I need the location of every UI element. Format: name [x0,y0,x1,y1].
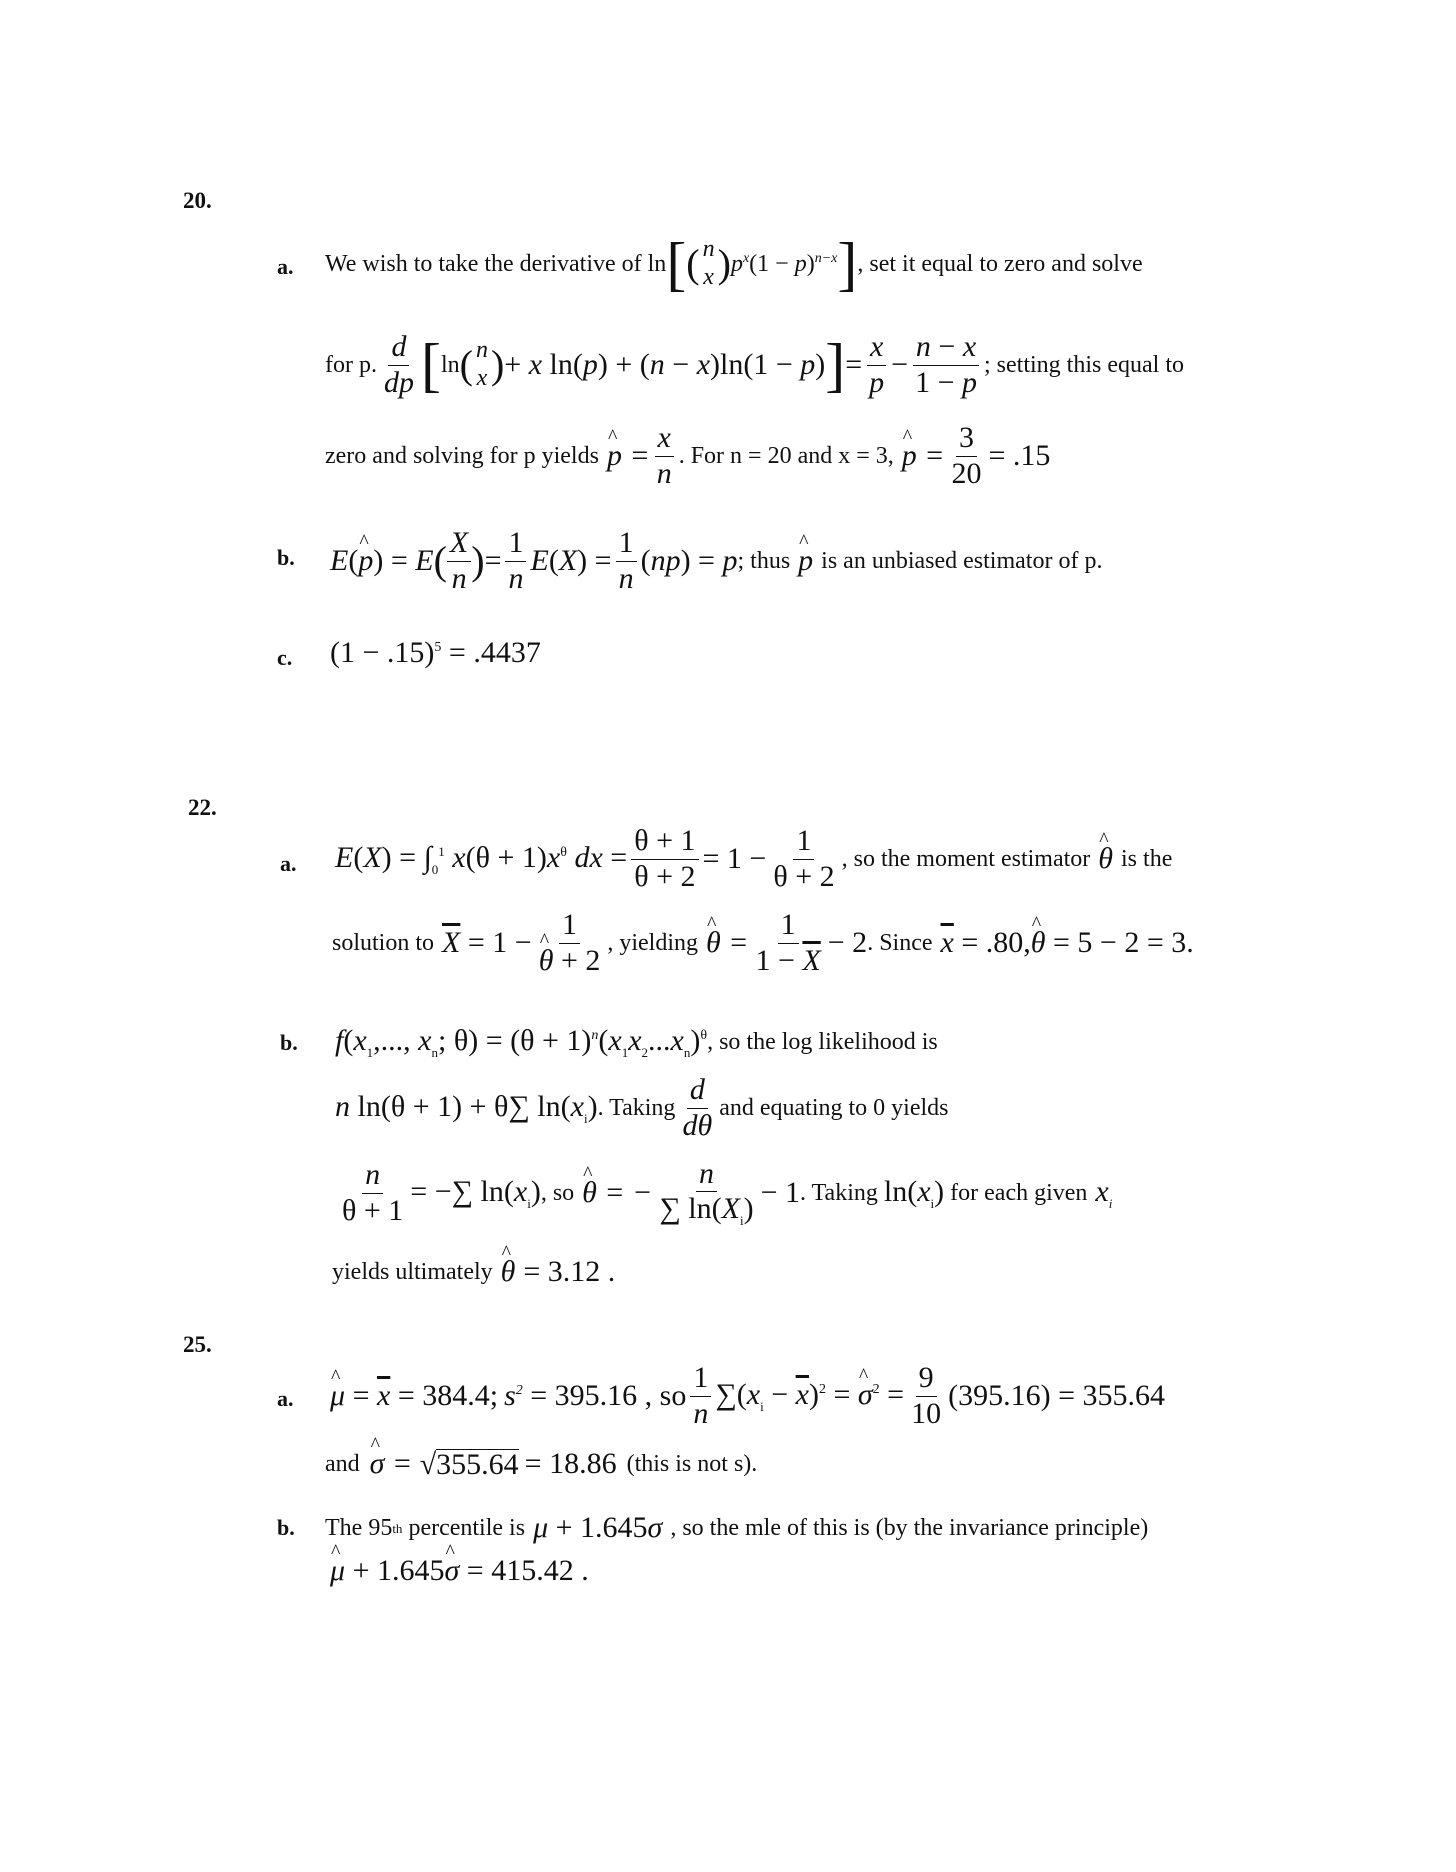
part-label-22a: a. [280,851,297,876]
part-label-25a: a. [277,1386,294,1411]
text-20a-intro: We wish to take the derivative of [325,251,642,277]
equation-22b-line1: $f(x_1$,..., $x_n$; $\theta) = (\theta + 1)^n(x_1x_2...x_n)^\theta$ , so the log likelihood is [335,1023,938,1060]
text-25b-mid: percentile is [408,1515,526,1541]
text-22b-yields: yields ultimately [332,1259,493,1285]
equation-25a-line2: and ^ σ = √ 355.64 = 18.86 (this is not s). [325,1442,757,1486]
text-20b-thus: ; thus [737,548,791,574]
text-22a-yielding: , yielding [607,930,699,956]
text-22b-for-each: for each given [950,1180,1088,1206]
equation-22b-line3: $\frac{n}{\theta + 1}$ = −∑ $\ln(x_i)$ , so ^ θ = − $\frac{n}{\sum \ln(X_i)}$ − 1 . Taking $\ln(x_i)$ for each given $x_i$ [335,1152,1112,1234]
equation-25b-line1: The 95 th percentile is μ + 1.645σ , so the mle of this is (by the invariance principle) [325,1511,1149,1544]
text-20a-for-p: for p. [325,352,377,378]
problem-number-20: 20. [183,188,212,213]
text-20a-intro-tail: , set it equal to zero and solve [857,251,1143,277]
equation-20a-line3: zero and solving for p yields ^ p = $\frac{x}{n}$ . For n = 20 and x = 3, ^ p = $\frac{3}{20}$ = .15 [325,418,1050,494]
text-25a-line1-b: = 395.16 , so [530,1379,687,1412]
text-22b-taking2: . Taking [800,1180,878,1206]
equation-20a-line2: for p. $\frac{d}{dp}$ [ ln ( n x ) + x ln(p) + (n − x)ln(1 − p) ] = $\frac{x}{p}$ − $\frac{n - x}{1 - p}$ ; setting this equal to [325,330,1184,399]
text-25a-sqrt-val: 355.64 [436,1447,519,1481]
text-22b-log-likelihood: , so the log likelihood is [707,1029,938,1055]
text-22a-solution-to: solution to [332,930,435,956]
equation-22a-line1: $E(X) = \int_0^1$ $x(\theta + 1)x^\theta$ dx = $\frac{\theta + 1}{\theta + 2}$ = 1 − $\frac{1}{\theta + 2}$ , so the moment estimator ^ θ is the [335,818,1172,900]
text-25b-post: , so the mle of this is (by the invariance principle) [670,1515,1149,1541]
text-22a-since: . Since [867,930,933,956]
equation-20b: E(^ p) = E ( $\frac{X}{n}$ ) = $\frac{1}{n}$ E(X) = $\frac{1}{n}$ (np) = p ; thus ^ p is an unbiased estimator of p. [330,525,1102,597]
equation-22b-line2: n ln(θ + 1) + θ∑ $\ln(x_i)$ . Taking $\frac{d}{d\theta}$ and equating to 0 yields [335,1073,949,1142]
text-25b-result: = 415.42 . [466,1554,589,1587]
problem-number-25: 25. [183,1332,212,1357]
equation-25a-line1: ^ $\mu = \overline{x}$ = 384.4; $s^2$ = 395.16 , so $\frac{1}{n}$ $\sum(x_i - \overline{x})^2$ = ^ $\sigma^2$ = $\frac{9}{10}$ (395.16) = 355.64 [330,1355,1165,1437]
part-label-20a: a. [277,254,294,279]
part-label-22b: b. [280,1030,298,1055]
problem-number-22: 22. [188,795,217,820]
equation-22a-line2: solution to $\overline{X} = 1$ − 1 ^ θ + 2 , yielding ^ θ = $\frac{1}{1 - \overline{X}}$ − 2 . Since $\overline{x}$ = .80, ^ θ = 5 − 2 = 3. [332,902,1194,984]
equation-25b-line2: ^ μ + 1.645^ σ = 415.42 . [330,1556,589,1586]
part-label-20c: c. [277,645,293,670]
text-25b-sup: th [392,1520,403,1536]
part-label-25b: b. [277,1515,295,1540]
text-22b-so: , so [540,1180,575,1206]
text-22b-taking: . Taking [597,1095,676,1121]
text-22b-equating: and equating to 0 yields [719,1095,949,1121]
part-label-20b: b. [277,545,295,570]
text-20c-result: = .4437 [448,636,541,669]
text-25a-line1-a: = 384.4; [397,1379,499,1412]
text-22a-since-result: = 5 − 2 = 3. [1053,926,1194,959]
text-25a-sigma-val: = 18.86 [524,1447,617,1480]
text-20a-phat-value: = .15 [988,439,1051,472]
text-25a-line1-c: (395.16) = 355.64 [948,1379,1165,1412]
text-22a-moment: , so the moment estimator [841,846,1091,872]
text-22a-is-the: is the [1121,846,1173,872]
text-20a-for-n: . For n = 20 and x = 3, [678,443,894,469]
text-22a-since-value: = .80, [961,926,1031,959]
equation-22b-line4: yields ultimately ^ θ = 3.12 . [332,1252,615,1292]
text-20b-conclusion: is an unbiased estimator of p. [821,548,1103,574]
text-22b-theta-value: = 3.12 . [523,1255,616,1288]
text-20a-zero-solve: zero and solving for p yields [325,443,599,469]
equation-20c: $(1 - .15)^5$ = .4437 [330,636,541,669]
text-20a-setting: ; setting this equal to [984,352,1184,378]
equation-20a-line1: We wish to take the derivative of ln [ ( n x ) $p^x$ $(1 - p)^{n-x}$ ] , set it equal to zero and solve [325,231,1143,297]
text-25a-note: (this is not s). [626,1451,758,1477]
text-25b-pre: The 95 [325,1515,393,1541]
text-25a-and: and [325,1451,360,1477]
